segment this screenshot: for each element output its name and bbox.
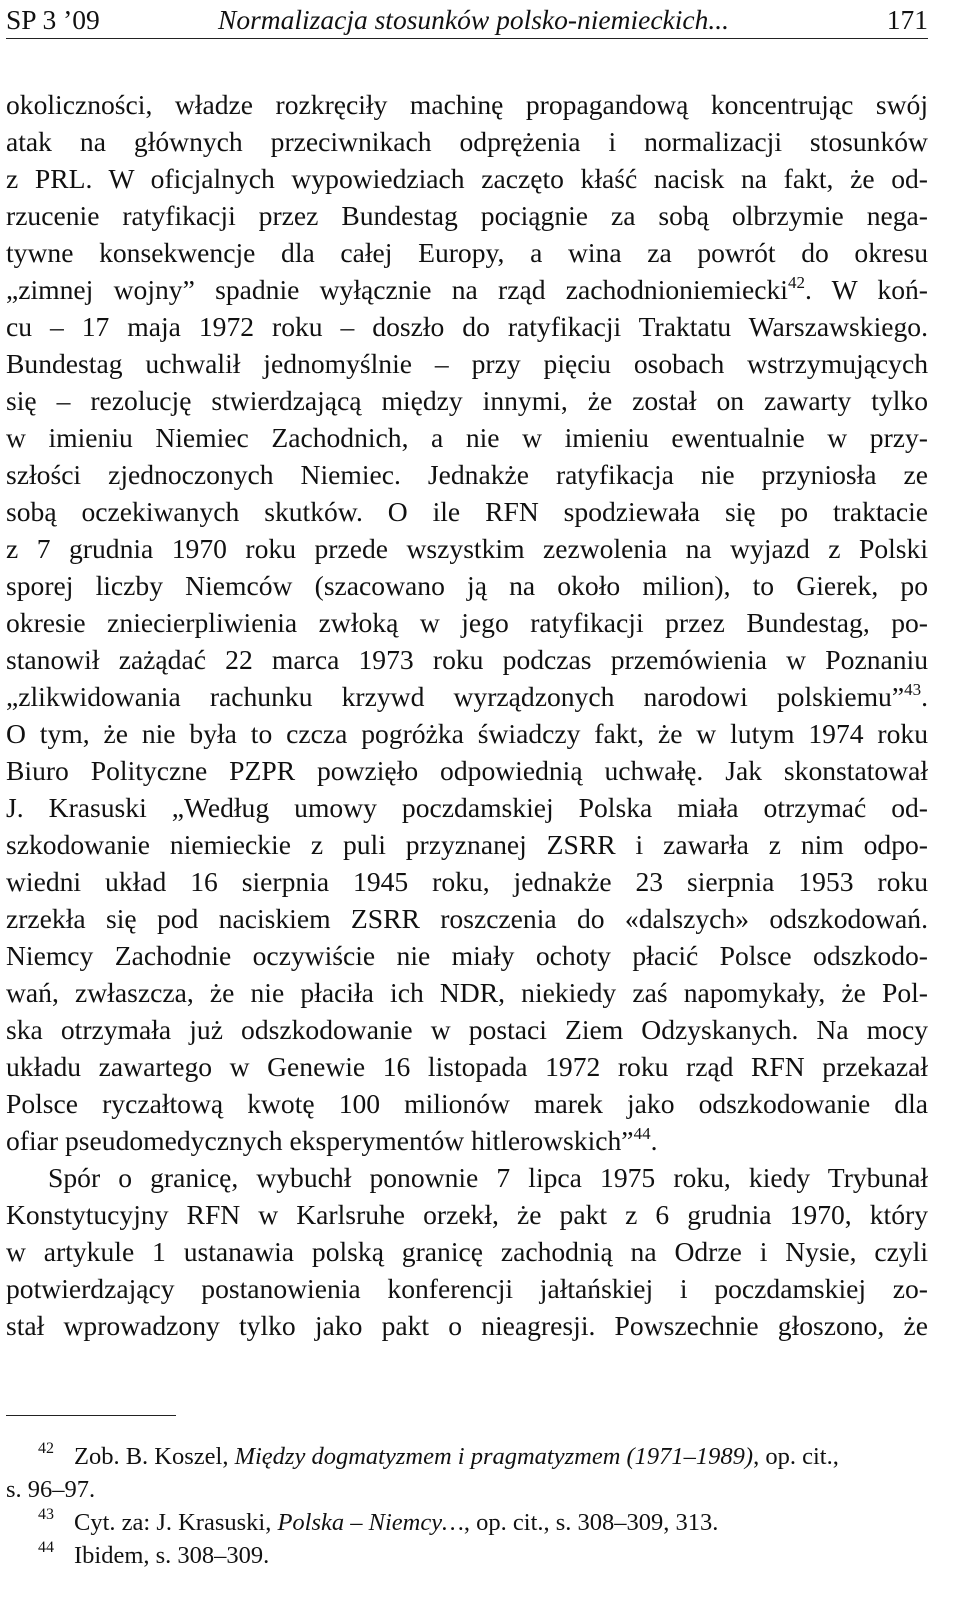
text-line: wiedni układ 16 sierpnia 1945 roku, jednakże 23 sierpnia 1953 roku bbox=[6, 866, 928, 897]
text-line: szkodowanie niemieckie z puli przyznanej ZSRR i zawarła z nim odpo- bbox=[6, 829, 928, 860]
footnote-text: Zob. B. Koszel, bbox=[74, 1443, 235, 1470]
text-line: układu zawartego w Genewie 16 listopada 1972 roku rząd RFN przekazał bbox=[6, 1051, 928, 1082]
journal-issue: SP 3 ’09 bbox=[6, 4, 100, 35]
text-line: się – rezolucję stwierdzającą między innymi, że został on zawarty tylko bbox=[6, 385, 928, 416]
text-fragment: ofiar pseudomedycznych eksperymentów hitlerowskich” bbox=[6, 1125, 634, 1156]
text-line: z PRL. W oficjalnych wypowiedziach zaczęto kłaść nacisk na fakt, że od- bbox=[6, 163, 928, 194]
article-short-title: Normalizacja stosunków polsko-niemieckich... bbox=[218, 4, 729, 35]
footnote-42-continuation: s. 96–97. bbox=[6, 1476, 96, 1503]
text-line: z 7 grudnia 1970 roku przede wszystkim zezwolenia na wyjazd z Polski bbox=[6, 533, 928, 564]
text-line: sporej liczby Niemców (szacowano ją na około milion), to Gierek, po bbox=[6, 570, 928, 601]
footnote-text: Ibidem, s. 308–309. bbox=[74, 1542, 270, 1569]
cited-title: Polska – Niemcy… bbox=[277, 1509, 464, 1536]
text-line: Niemcy Zachodnie oczywiście nie miały ochoty płacić Polsce odszkodo- bbox=[6, 940, 928, 971]
text-line: Polsce ryczałtową kwotę 100 milionów marek jako odszkodowanie dla bbox=[6, 1088, 928, 1119]
paragraph-first-line: Spór o granicę, wybuchł ponownie 7 lipca 1975 roku, kiedy Trybunał bbox=[48, 1162, 928, 1193]
text-line: rzucenie ratyfikacji przez Bundestag pociągnie za sobą olbrzymie nega- bbox=[6, 200, 928, 231]
footnote-42: 42 Zob. B. Koszel, Między dogmatyzmem i pragmatyzmem (1971–1989), op. cit., bbox=[38, 1440, 839, 1470]
footnote-text: , op. cit., s. 308–309, 313. bbox=[463, 1509, 719, 1536]
text-line: szłości zjednoczonych Niemiec. Jednakże ratyfikacja nie przyniosła ze bbox=[6, 459, 928, 490]
text-line: sobą oczekiwanych skutków. O ile RFN spodziewała się po traktacie bbox=[6, 496, 928, 527]
text-line bbox=[6, 271, 928, 308]
text-line: ska otrzymała już odszkodowanie w postaci Ziem Odzyskanych. Na mocy bbox=[6, 1014, 928, 1045]
text-fragment: . bbox=[921, 681, 928, 712]
text-line: Biuro Polityczne PZPR powzięło odpowiednią uchwałę. Jak skonstatował bbox=[6, 755, 928, 786]
footnote-divider bbox=[6, 1415, 176, 1416]
text-line: potwierdzający postanowienia konferencji jałtańskiej i poczdamskiej zo- bbox=[6, 1273, 928, 1304]
text-line bbox=[6, 678, 928, 715]
footnote-reference: 43 bbox=[904, 680, 922, 699]
text-line: atak na głównych przeciwnikach odprężenia i normalizacji stosunków bbox=[6, 126, 928, 157]
body-text bbox=[6, 86, 928, 1344]
text-fragment: . W koń- bbox=[804, 274, 928, 305]
footnote-text: , op. cit., bbox=[753, 1443, 839, 1470]
footnote-reference: 44 bbox=[633, 1124, 651, 1143]
text-line: zrzekła się pod naciskiem ZSRR roszczenia do «dalszych» odszkodowań. bbox=[6, 903, 928, 934]
text-line: O tym, że nie była to czcza pogróżka świadczy fakt, że w lutym 1974 roku bbox=[6, 718, 928, 749]
cited-title: Między dogmatyzmem i pragmatyzmem (1971–1989) bbox=[234, 1443, 754, 1470]
text-line: okoliczności, władze rozkręciły machinę propagandową koncentrując swój bbox=[6, 89, 928, 120]
footnote-43: 43 Cyt. za: J. Krasuski, Polska – Niemcy…, op. cit., s. 308–309, 313. bbox=[38, 1506, 719, 1536]
text-line: Konstytucyjny RFN w Karlsruhe orzekł, że pakt z 6 grudnia 1970, który bbox=[6, 1199, 928, 1230]
text-line: wań, zwłaszcza, że nie płaciła ich NDR, niekiedy zaś napomykały, że Pol- bbox=[6, 977, 928, 1008]
footnote-text: Cyt. za: J. Krasuski, bbox=[74, 1509, 278, 1536]
text-line: Bundestag uchwalił jednomyślnie – przy pięciu osobach wstrzymujących bbox=[6, 348, 928, 379]
text-fragment: „zlikwidowania rachunku krzywd wyrządzonych narodowi polskiemu” bbox=[6, 681, 905, 712]
page-number: 171 bbox=[886, 4, 928, 35]
text-fragment: „zimnej wojny” spadnie wyłącznie na rząd zachodnioniemiecki bbox=[6, 274, 788, 305]
text-fragment: . bbox=[650, 1125, 658, 1156]
text-line: cu – 17 maja 1972 roku – doszło do ratyfikacji Traktatu Warszawskiego. bbox=[6, 311, 928, 342]
running-header bbox=[6, 2, 928, 39]
text-line: w artykule 1 ustanawia polską granicę zachodnią na Odrze i Nysie, czyli bbox=[6, 1236, 928, 1267]
text-line: w imieniu Niemiec Zachodnich, a nie w imieniu ewentualnie w przy- bbox=[6, 422, 928, 453]
text-line: okresie zniecierpliwienia zwłoką w jego ratyfikacji przez Bundestag, po- bbox=[6, 607, 928, 638]
text-line bbox=[6, 1122, 928, 1159]
footnote-reference: 42 bbox=[787, 273, 805, 292]
footnotes bbox=[6, 1440, 928, 1572]
text-line: J. Krasuski „Według umowy poczdamskiej Polska miała otrzymać od- bbox=[6, 792, 928, 823]
text-line: stał wprowadzony tylko jako pakt o nieagresji. Powszechnie głoszono, że bbox=[6, 1310, 928, 1341]
text-line: stanowił zażądać 22 marca 1973 roku podczas przemówienia w Poznaniu bbox=[6, 644, 928, 675]
text-line: tywne konsekwencje dla całej Europy, a wina za powrót do okresu bbox=[6, 237, 928, 268]
footnote-44: 44 Ibidem, s. 308–309. bbox=[38, 1539, 270, 1569]
